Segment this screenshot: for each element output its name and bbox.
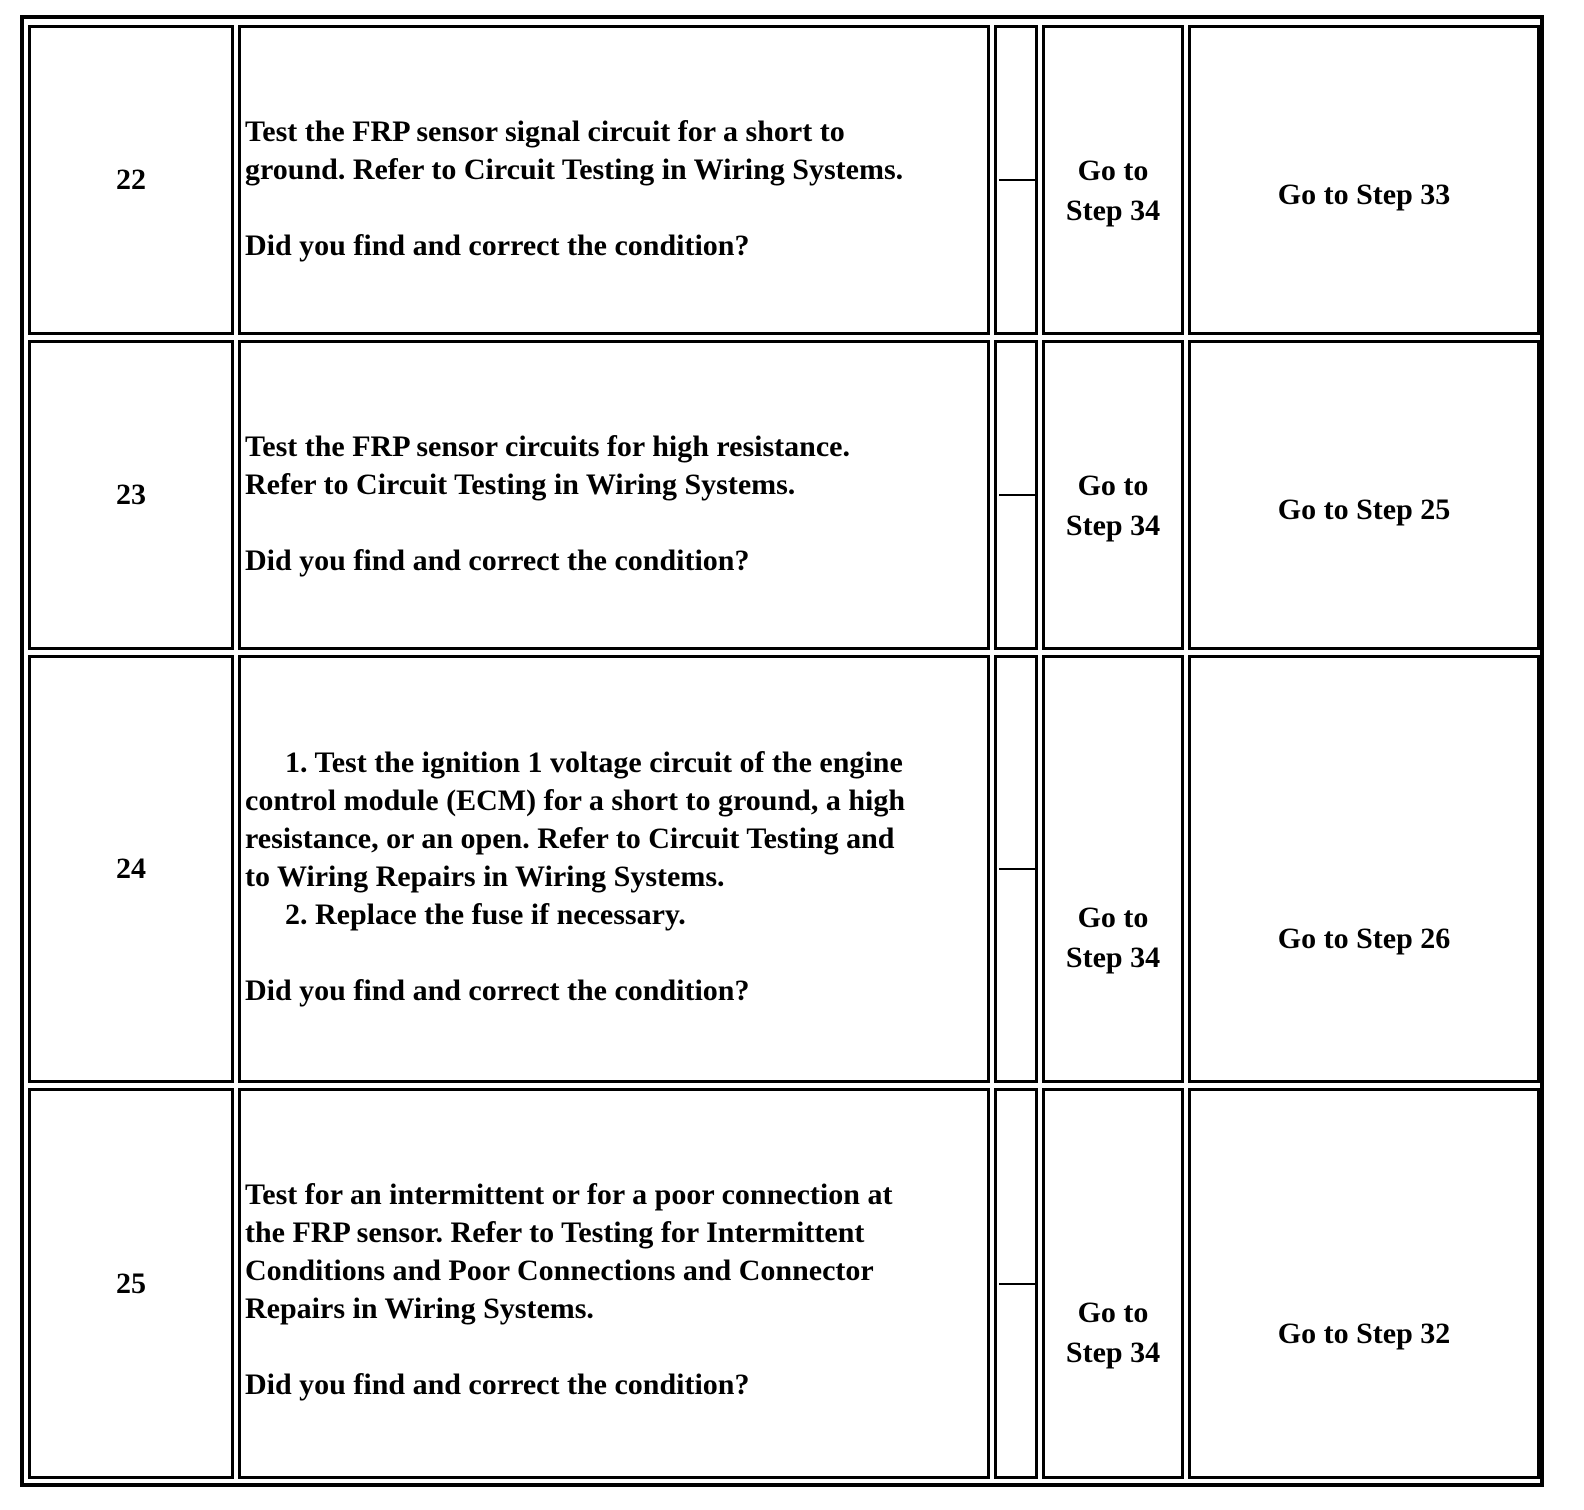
yes-line: Step 34 — [1065, 509, 1161, 542]
step-number — [28, 25, 234, 335]
action-line: Test for an intermittent or for a poor connection at — [245, 1177, 893, 1211]
action-line: Repairs in Wiring Systems. — [245, 1291, 594, 1325]
no-cell — [1188, 1088, 1540, 1479]
action-question: Did you find and correct the condition? — [245, 229, 750, 262]
value-cell — [994, 655, 1038, 1083]
yes-cell — [1042, 1088, 1184, 1479]
yes-line: Go to — [1077, 901, 1149, 934]
step-number-text: 25 — [116, 1266, 146, 1300]
step-number-text: 22 — [116, 163, 146, 196]
yes-cell — [1042, 340, 1184, 650]
no-cell — [1188, 25, 1540, 335]
dash-mark — [999, 868, 1035, 870]
yes-line: Step 34 — [1065, 194, 1161, 227]
action-line: 2. Replace the fuse if necessary. — [285, 898, 686, 931]
no-cell — [1188, 655, 1540, 1083]
yes-line: Go to — [1077, 154, 1149, 187]
table-row — [24, 340, 1540, 650]
value-cell — [994, 340, 1038, 650]
action-question: Did you find and correct the condition? — [245, 544, 750, 577]
value-cell — [994, 25, 1038, 335]
table-row — [24, 655, 1540, 1083]
no-cell — [1188, 340, 1540, 650]
action-cell — [238, 340, 990, 650]
no-text: Go to Step 26 — [1277, 922, 1451, 955]
step-number — [28, 655, 234, 1083]
yes-line: Go to — [1077, 469, 1149, 502]
yes-line: Step 34 — [1065, 941, 1161, 974]
action-line: 1. Test the ignition 1 voltage circuit of the engine — [285, 746, 903, 779]
no-text: Go to Step 33 — [1277, 178, 1451, 211]
action-line: Refer to Circuit Testing in Wiring Systems. — [245, 468, 796, 501]
action-line: Test the FRP sensor signal circuit for a short to — [245, 115, 845, 148]
action-line: ground. Refer to Circuit Testing in Wiring Systems. — [245, 153, 904, 186]
dash-mark — [999, 1283, 1035, 1285]
action-cell — [238, 1088, 990, 1479]
yes-line: Go to — [1077, 1295, 1149, 1329]
table-row — [24, 1088, 1540, 1479]
yes-cell — [1042, 655, 1184, 1083]
step-number — [28, 1088, 234, 1479]
yes-line: Step 34 — [1065, 1335, 1161, 1369]
step-number-text: 24 — [116, 852, 146, 885]
action-question: Did you find and correct the condition? — [245, 974, 750, 1007]
no-text: Go to Step 25 — [1277, 493, 1451, 526]
action-line: resistance, or an open. Refer to Circuit Testing and — [245, 822, 895, 855]
dash-mark — [999, 494, 1035, 496]
value-cell — [994, 1088, 1038, 1479]
action-cell — [238, 25, 990, 335]
no-text: Go to Step 32 — [1277, 1316, 1451, 1350]
dash-mark — [999, 179, 1035, 181]
action-line: Test the FRP sensor circuits for high resistance. — [245, 430, 850, 463]
action-cell — [238, 655, 990, 1083]
diagnostic-table — [20, 15, 1544, 1487]
action-question: Did you find and correct the condition? — [245, 1367, 750, 1401]
step-number — [28, 340, 234, 650]
action-line: the FRP sensor. Refer to Testing for Intermittent — [245, 1215, 865, 1249]
action-line: control module (ECM) for a short to ground, a high — [245, 784, 906, 817]
action-line: Conditions and Poor Connections and Connector — [245, 1253, 874, 1287]
yes-cell — [1042, 25, 1184, 335]
action-line: to Wiring Repairs in Wiring Systems. — [245, 860, 725, 893]
table-row — [24, 25, 1540, 335]
step-number-text: 23 — [116, 478, 146, 511]
